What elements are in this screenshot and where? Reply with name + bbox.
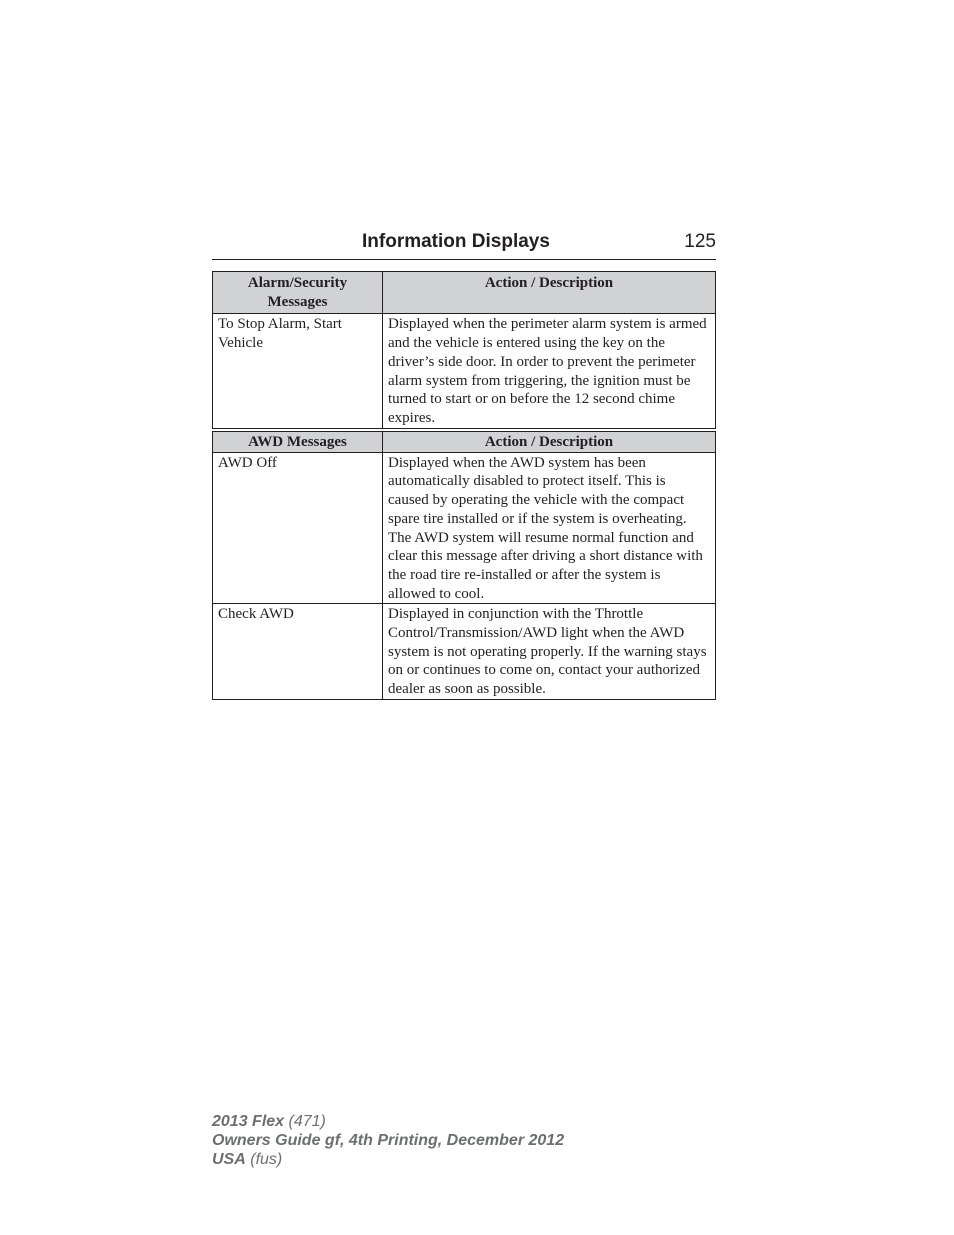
page-footer	[212, 1112, 564, 1169]
footer-model: 2013 Flex	[212, 1113, 285, 1130]
column-header-messages: Alarm/Security Messages	[213, 272, 383, 314]
description-cell: Displayed when the perimeter alarm system is armed and the vehicle is entered using the key on the driver’s side door. In order to prevent the perimeter alarm system from triggering, the ignition must be turned to start or on before the 12 second chime expires.	[383, 314, 716, 428]
footer-line-guide	[212, 1131, 564, 1150]
message-cell: AWD Off	[213, 452, 383, 604]
page-number: 125	[684, 231, 716, 252]
alarm-security-messages-table	[212, 271, 716, 429]
table-header-row	[213, 432, 716, 453]
description-cell: Displayed in conjunction with the Throttle Control/Transmission/AWD light when the AWD system is not operating properly. If the warning stays on or continues to come on, contact your authorized dealer as soon as possible.	[383, 604, 716, 700]
description-cell: Displayed when the AWD system has been automatically disabled to protect itself. This is caused by operating the vehicle with the compact spare tire installed or if the system is overheating. The AWD system will resume normal function and clear this message after driving a short distance with the road tire re-installed or after the system is allowed to cool.	[383, 452, 716, 604]
table-header-row	[213, 272, 716, 314]
page-header	[212, 229, 716, 260]
message-cell: Check AWD	[213, 604, 383, 700]
table-row	[213, 314, 716, 428]
footer-market-code: (fus)	[250, 1151, 283, 1168]
footer-line-market	[212, 1150, 564, 1169]
footer-market: USA	[212, 1151, 246, 1168]
column-header-action: Action / Description	[383, 272, 716, 314]
table-row	[213, 452, 716, 604]
footer-model-code: (471)	[288, 1113, 326, 1130]
section-title: Information Displays	[362, 231, 550, 252]
footer-guide: Owners Guide gf, 4th Printing, December 2012	[212, 1132, 565, 1149]
table-row	[213, 604, 716, 700]
column-header-action: Action / Description	[383, 432, 716, 453]
message-cell: To Stop Alarm, Start Vehicle	[213, 314, 383, 428]
column-header-messages: AWD Messages	[213, 432, 383, 453]
awd-messages-table	[212, 431, 716, 700]
footer-line-model	[212, 1112, 564, 1131]
